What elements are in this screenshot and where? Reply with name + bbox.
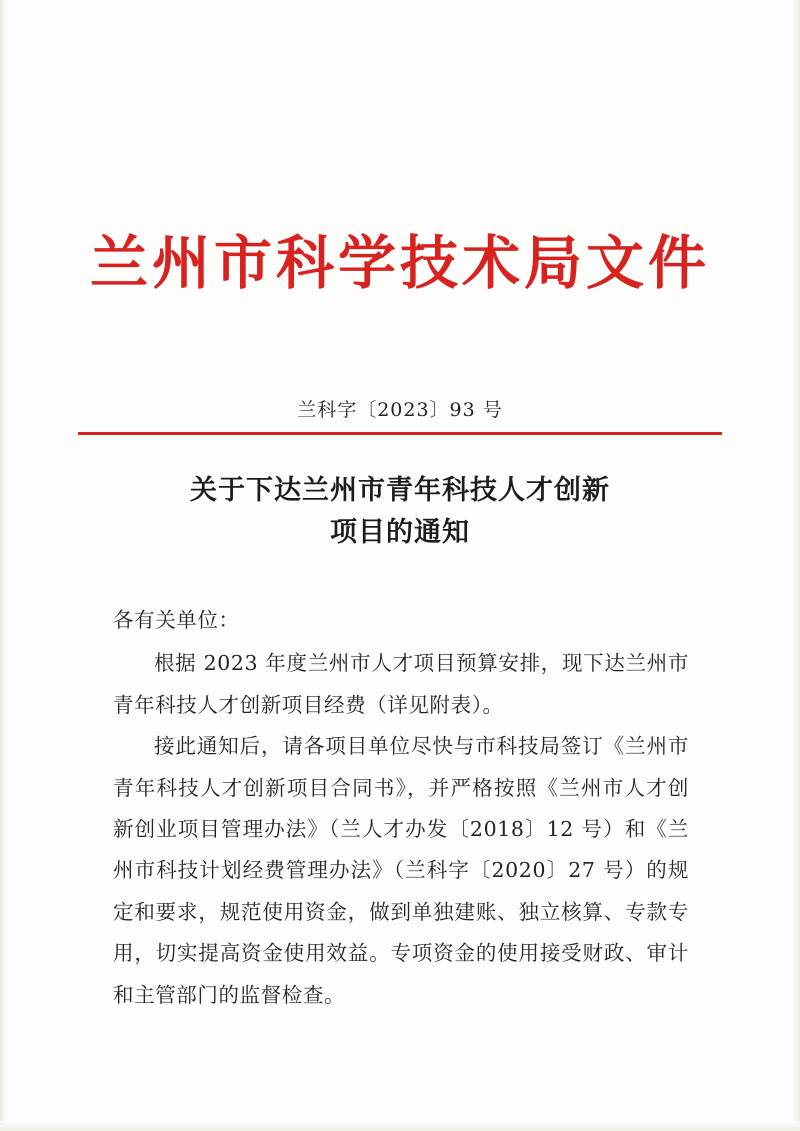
body-paragraph-2: 接此通知后，请各项目单位尽快与市科技局签订《兰州市青年科技人才创新项目合同书》，并严格按照《兰州市人才创新创业项目管理办法》（兰人才办发〔2018〕12 号）和《兰州市科技计划经费管理办法》（兰科字〔2020〕27 号）的规定和要求，规范使用资金，做到单独建账、独立核算、专款专用，切实提高资金使用效益。专项资金的使用接受财政、审计和主管部门的监督检查。 bbox=[113, 734, 689, 1007]
body-paragraph-1: 根据 2023 年度兰州市人才项目预算安排，现下达兰州市青年科技人才创新项目经费（详见附表）。 bbox=[113, 651, 689, 717]
red-divider-line bbox=[78, 432, 722, 435]
document-header bbox=[0, 230, 800, 297]
salutation: 各有关单位： bbox=[113, 608, 240, 632]
subject-line-1: 关于下达兰州市青年科技人才创新 bbox=[190, 475, 610, 506]
page-edge-right bbox=[792, 0, 800, 1131]
document-number: 兰科字〔2023〕93 号 bbox=[297, 399, 503, 421]
page-edge-left bbox=[0, 0, 6, 1131]
document-body bbox=[113, 600, 689, 1016]
subject-line-2: 项目的通知 bbox=[330, 516, 470, 548]
document-subject bbox=[0, 470, 800, 554]
page-edge-bottom bbox=[0, 1121, 800, 1131]
issuing-authority-title: 兰州市科学技术局文件 bbox=[89, 229, 710, 297]
